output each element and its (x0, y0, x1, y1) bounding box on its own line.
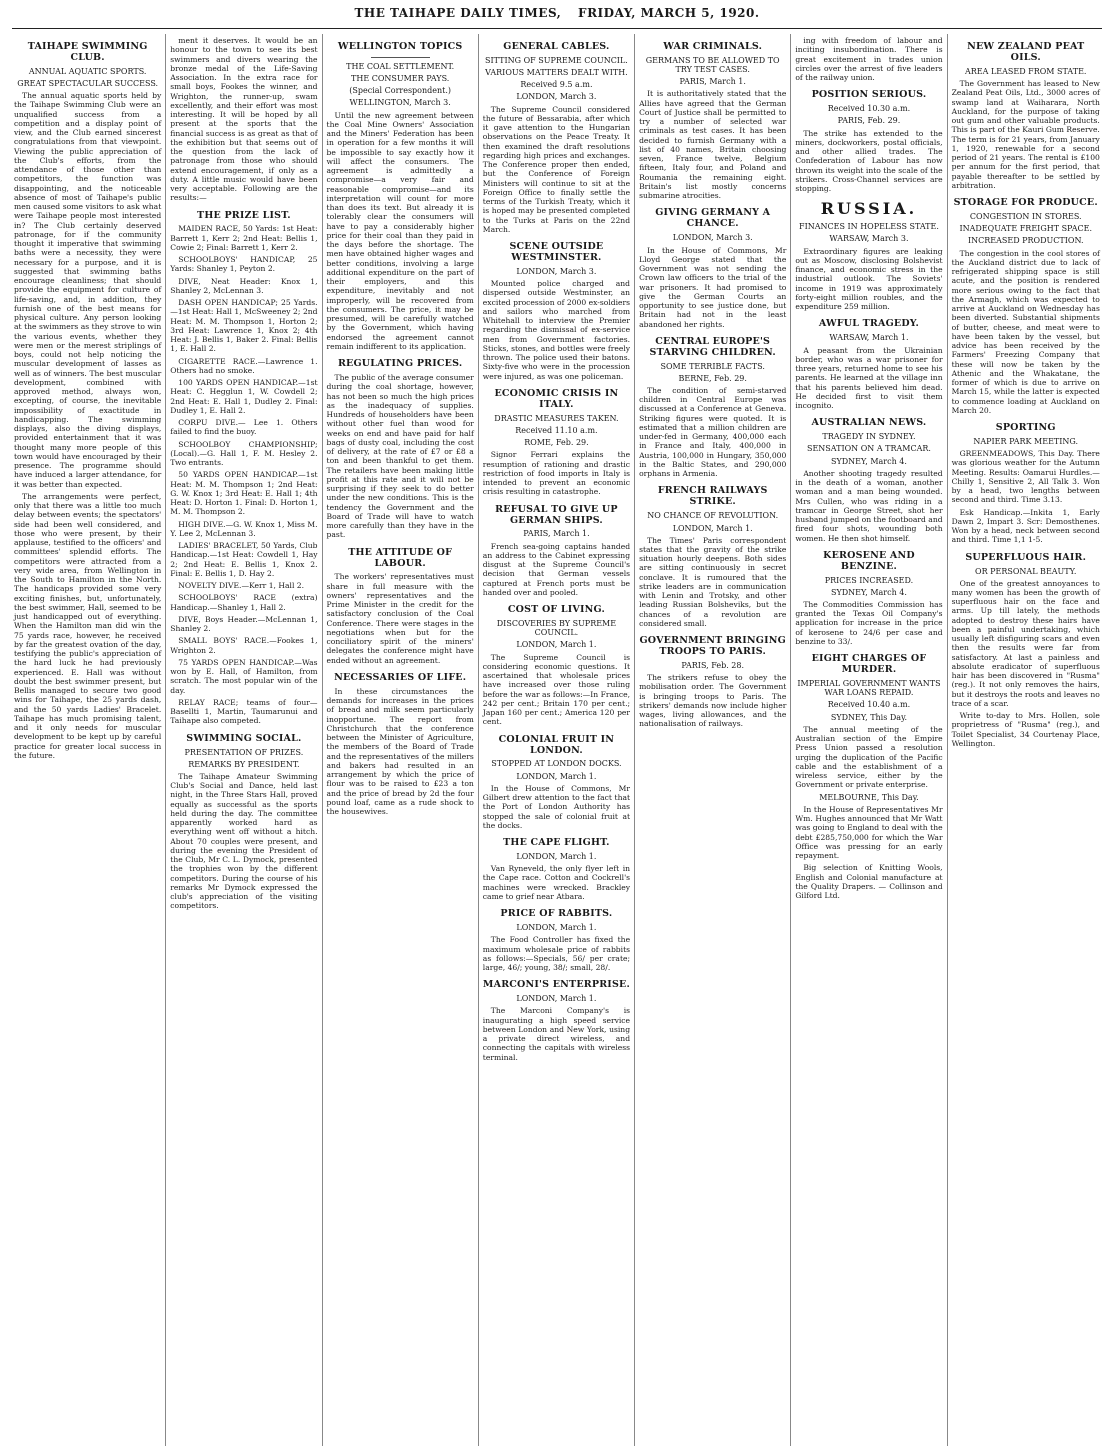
article-subheading: Received 9.5 a.m. (520, 80, 593, 90)
article-headline: SPORTING (995, 422, 1056, 434)
article-paragraph: The Taihape Amateur Swimming Club's Social and Dance, held last night, in the Three Stars Hall, proved equally as successful as the sports held during the day. The committee apparently worked hard as everything went off without a hitch. About 70 couples were present, and during the evening the President of the Club, Mr C. L. Dymock, presented the trophies won by the different competitors. During the course of his remarks Mr Dymock expressed the club's appreciation of the visiting competitors. (170, 771, 318, 911)
article-paragraph: SMALL BOYS' RACE.—Fookes 1, Wrighton 2. (170, 636, 318, 655)
article-subheading: ROME, Feb. 29. (524, 438, 589, 448)
article-subheading: PARIS, March 1. (523, 529, 590, 539)
article-paragraph: MAIDEN RACE, 50 Yards: 1st Heat: Barrett 1, Kerr 2; 2nd Heat: Bellis 1, Cowie 2; Final: Barrett 1, Kerr 2. (170, 224, 318, 252)
article-paragraph: In these circumstances the demands for increases in the prices of bread and milk seem particularly inopportune. The report from Christchurch that the conference between the Minister of Agriculture, the members of the Board of Trade and the representatives of the millers and bakers had resulted in an arrangement by which the price of flour was to be raised to £23 a ton and the price of bread by 2d the four pound loaf, came as a rude shock to the housewives. (326, 686, 474, 817)
article-paragraph: SCHOOLBOYS' HANDICAP, 25 Yards: Shanley 1, Peyton 2. (170, 255, 318, 274)
article-headline: GOVERNMENT BRINGING TROOPS TO PARIS. (639, 635, 786, 658)
article-paragraph: RELAY RACE; teams of four—Basellti 1, Martin, Taumarunui and Taihape also competed. (170, 697, 318, 726)
article-subheading: SYDNEY, March 4. (830, 587, 907, 597)
article-paragraph: LADIES' BRACELET, 50 Yards, Club Handicap.—1st Heat: Cowdell 1, Hay 2; 2nd Heat: E. Bellis 1, Knox 2. Final: E. Bellis 1, D. Hay 2. (170, 541, 318, 578)
article-headline: NECESSARIES OF LIFE. (334, 671, 467, 683)
article-headline: COST OF LIVING. (507, 604, 605, 616)
article-paragraph: 75 YARDS OPEN HANDICAP.—Was won by E. Hall, of Hamilton, from scratch. The most popular win of the day. (170, 657, 318, 695)
article-headline: REGULATING PRICES. (337, 358, 463, 370)
article-headline: SWIMMING SOCIAL. (186, 732, 302, 744)
article-subheading: PARIS, March 1. (679, 77, 746, 87)
article-paragraph: Esk Handicap.—Inkita 1, Early Dawn 2, Impart 3. Scr: Demosthenes. Won by a head, neck between second and third. Time 1,1 1-5. (951, 507, 1100, 545)
article-subheading: Received 10.30 a.m. (827, 104, 911, 114)
article-headline: GENERAL CABLES. (503, 41, 610, 52)
article-paragraph: Write to-day to Mrs. Hollen, sole proprietress of "Rusma" (reg.), and Toilet Specialist, 34 Courtenay Place, Wellington. (951, 711, 1100, 748)
article-headline: THE PRIZE LIST. (197, 209, 291, 221)
article-subheading: (Special Correspondent.) (349, 86, 452, 96)
article-subheading: LONDON, March 3. (672, 233, 753, 243)
article-headline: TAIHAPE SWIMMING CLUB. (27, 41, 148, 63)
article-headline: WELLINGTON TOPICS (337, 41, 463, 52)
article-paragraph: GREENMEADOWS, This Day. There was glorious weather for the Autumn Meeting. Results: Oamarui Hurdles.—Chilly 1, Sensitive 2, All Talk 3. Won by a head, two lengths between second and third. Time 3.13. (951, 449, 1100, 505)
article-headline: NEW ZEALAND PEAT OILS. (967, 41, 1085, 63)
article-subheading: NAPIER PARK MEETING. (973, 436, 1079, 446)
article-subheading: MELBOURNE, This Day. (819, 792, 919, 802)
article-subheading: Received 10.40 a.m. (827, 700, 911, 710)
article-paragraph: In the House of Commons, Mr Lloyd George stated that the Government was not sending the Crown law officers to the trial of the war prisoners. It had promised to give the German Courts an opportunity to see justice done, but Britain had not in the least abandoned her rights. (639, 245, 787, 329)
article-paragraph: Another shooting tragedy resulted in the death of a woman, another woman and a man being wounded. Mrs Cullen, who was riding in a tramcar in George Street, shot her husband jumped on the footboard and fired four shots, wounding both women. He then shot himself. (795, 468, 943, 543)
article-subheading: IMPERIAL GOVERNMENT WANTS WAR LOANS REPAID. (797, 679, 941, 698)
article-paragraph: The arrangements were perfect, only that there was a little too much delay between events; the spectators' side had been well considered, and those who were present, by their applause, testified to the officers' and committees' splendid efforts. The competitors were attracted from a very wide area, from Wellington in the South to Hamilton in the North. The handicaps provided some very exciting finishes, but, unfortunately, the best swimmer, Hall, seemed to be just handicapped out of everything. When the Hamilton man did win the 75 yards race, however, he received by far the greatest ovation of the day, testifying the public's appreciation of the hard luck he had previously experienced. E. Hall was without doubt the best swimmer present, but Bellis managed to secure two good wins for Taihape, the 25 yards dash, and the 50 yards Ladies' Bracelet. Taihape has much promising talent, and it only needs for muscular development to be kept up by careful practice for greater local success in the future. (14, 491, 162, 760)
column-2 (166, 34, 322, 1446)
section-banner: RUSSIA. (820, 199, 918, 219)
article-paragraph: CIGARETTE RACE.—Lawrence 1. Others had no smoke. (170, 356, 318, 375)
column-7 (948, 34, 1104, 1446)
article-paragraph: The Supreme Council considered the future of Bessarabia, after which it gave attention to the Hungarian observations on the Peace Treaty. It then examined the draft resolutions regarding high prices and exchanges. The Conference proper then ended, but the Conference of Foreign Ministers will continue to sit at the Foreign Office to finally settle the terms of the Turkish Treaty, which it is hoped may be presented completed to the Turks at Paris on the 22nd March. (482, 104, 631, 234)
column-1 (10, 34, 166, 1446)
article-subheading: SYDNEY, This Day. (830, 712, 908, 722)
article-paragraph: ment it deserves. It would be an honour to the town to see its best swimmers and divers wearing the bronze medal of the Life-Saving Association. In the extra race for small boys, Fookes the winner, and Wrighton, the runner-up, swam excellently, and their effort was most interesting. It will be hoped by all present at the sports that the financial success is as great as that of the exhibition but that seems out of the question from the lack of patronage from those who should extend encouragement, if only as a duty. A little music would have been very acceptable. Following are the results:— (170, 36, 318, 203)
article-paragraph: The strikers refuse to obey the mobilisation order. The Government is bringing troops to Paris. The strikers' demands now include higher wages, living allowances, and the nationalisation of railways. (639, 673, 787, 729)
article-paragraph: DIVE, Boys Header.—McLennan 1, Shanley 2. (170, 614, 318, 634)
article-paragraph: The Food Controller has fixed the maximum wholesale price of rabbits as follows:—Specials, 56/ per crate; large, 46/; young, 38/; small, 28/. (482, 935, 631, 973)
issue-date: FRIDAY, MARCH 5, 1920. (578, 6, 760, 20)
article-paragraph: SCHOOLBOYS' RACE (extra) Handicap.—Shanley 1, Hall 2. (170, 593, 318, 612)
article-headline: EIGHT CHARGES OF MURDER. (811, 653, 927, 676)
column-6 (791, 34, 947, 1446)
article-subheading: TRAGEDY IN SYDNEY. (822, 432, 916, 442)
article-headline: AUSTRALIAN NEWS. (811, 417, 927, 429)
article-paragraph: The public of the average consumer during the coal shortage, however, has not been so much the high prices as the inadequacy of supplies. Hundreds of householders have been without other fuel than wood for weeks on end and have paid for half bags of dusty coal, including the cost of delivery, at the rate of £7 or £8 a ton and been thankful to get them. The retailers have been making little profit at this rate and it will not be surprising if they seek to do better under the new conditions. This is the tendency the Government and the Board of Trade will have to watch more carefully than they have in the past. (326, 373, 474, 540)
article-headline: STORAGE FOR PRODUCE. (953, 197, 1098, 209)
article-subheading: GREAT SPECTACULAR SUCCESS. (17, 79, 159, 89)
article-paragraph: The condition of semi-starved children in Central Europe was discussed at a Conference at Geneva. Striking figures were quoted. It is estimated that a million children are under-fed in Germany, 400,000 each in France and Italy, 400,000 in Austria, 100,000 in Hungary, 350,000 in the Baltic States, and 290,000 orphans in Armenia. (639, 385, 787, 479)
article-subheading: THE COAL SETTLEMENT. (346, 61, 455, 71)
article-subheading: THE CONSUMER PAYS. (351, 74, 450, 84)
article-paragraph: Big selection of Knitting Wools, English and Colonial manufacture at the Quality Drapers. — Collinson and Gilford Ltd. (795, 863, 943, 901)
masthead (12, 6, 1102, 29)
article-paragraph: Until the new agreement between the Coal Mine Owners' Association and the Miners' Federation has been in operation for a few months it will be impossible to say exactly how it will affect the consumers. The agreement is admittedly a compromise—a very fair and reasonable compromise—and its interpretation will count for more than does its text. But already it is tolerably clear the consumers will have to pay a considerably higher price for their coal than they paid in the days before the shortage. The men have obtained higher wages and better conditions, involving a large additional expenditure on the part of their employers, and this expenditure, inevitably and not improperly, will be recovered from the consumers. The price, it may be presumed, will be carefully watched by the Government, which having endorsed the agreement cannot remain indifferent to its application. (326, 110, 474, 351)
article-paragraph: Mounted police charged and dispersed outside Westminster, an excited procession of 2000 ex-soldiers and sailors who marched from Whitehall to interview the Premier regarding the dismissal of ex-service men from Government factories. Sticks, stones, and bottles were freely thrown. The police used their batons. Sixty-five who were in the procession were injured, as was one policeman. (482, 279, 631, 381)
article-subheading: LONDON, March 1. (672, 523, 753, 533)
article-paragraph: The Commodities Commission has granted the Texas Oil Company's application for increase in the price of kerosene to 24/6 per case and benzine to 33/. (795, 599, 943, 646)
article-subheading: OR PERSONAL BEAUTY. (975, 566, 1077, 576)
article-paragraph: The Marconi Company's is inaugurating a high speed service between London and New York, using a private direct wireless, and connecting the capitals with wireless terminal. (482, 1006, 631, 1062)
newspaper-columns (10, 34, 1104, 1446)
article-subheading: WELLINGTON, March 3. (349, 98, 451, 108)
article-headline: CENTRAL EUROPE'S STARVING CHILDREN. (649, 335, 776, 358)
article-paragraph: French sea-going captains handed an address to the Cabinet expressing disgust at the Supreme Council's decision that German vessels captured at French ports must be handed over and pooled. (482, 541, 631, 597)
article-paragraph: The workers' representatives must share in full measure with the owners' representatives and the Prime Minister in the credit for the satisfactory conclusion of the Coal Conference. There were stages in the negotiations when but for the conciliatory spirit of the miners' delegates the conference might have ended without an agreement. (326, 572, 474, 665)
article-subheading: STOPPED AT LONDON DOCKS. (491, 759, 622, 769)
article-subheading: LONDON, March 3. (516, 92, 597, 102)
article-subheading: LONDON, March 1. (516, 923, 597, 933)
article-subheading: INCREASED PRODUCTION. (967, 236, 1084, 246)
article-paragraph: ing with freedom of labour and inciting insubordination. There is great excitement in trades union circles over the arrest of five leaders of the railway union. (795, 36, 943, 82)
article-subheading: Received 11.10 a.m. (515, 425, 598, 435)
article-subheading: LONDON, March 1. (516, 852, 597, 862)
article-subheading: SENSATION ON A TRAMCAR. (806, 444, 931, 454)
article-subheading: CONGESTION IN STORES. (969, 211, 1082, 221)
article-paragraph: DASH OPEN HANDICAP; 25 Yards.—1st Heat: Hall 1, McSweeney 2; 2nd Heat: M. M. Thompson 1, Horton 2; 3rd Heat: Lawrence 1, Knox 2; 4th Heat: J. Bellis 1, Baker 2. Final: Bellis 1, E. Hall 2. (170, 298, 318, 354)
article-headline: POSITION SERIOUS. (811, 89, 927, 101)
article-paragraph: Signor Ferrari explains the resumption of rationing and drastic restriction of food imports in Italy is intended to prevent an economic crisis resulting in catastrophe. (482, 450, 631, 497)
article-paragraph: Van Ryneveld, the only flyer left in the Cape race. Cotton and Cockrell's machines were wrecked. Brackley came to grief near Atbara. (482, 864, 631, 901)
paper-name: THE TAIHAPE DAILY TIMES, (354, 6, 562, 20)
article-subheading: PRICES INCREASED. (824, 575, 914, 585)
article-subheading: SITTING OF SUPREME COUNCIL. (485, 55, 628, 65)
article-headline: ECONOMIC CRISIS IN ITALY. (494, 387, 619, 410)
article-subheading: SOME TERRIBLE FACTS. (660, 361, 765, 371)
article-headline: WAR CRIMINALS. (663, 41, 763, 52)
article-subheading: GERMANS TO BE ALLOWED TO TRY TEST CASES. (645, 55, 780, 75)
article-paragraph: The Government has leased to New Zealand Peat Oils, Ltd., 3000 acres of swamp land at Waiharara, North Auckland, for the purpose of taking out gum and other valuable products. This is part of the Kauri Gum Reserve. The term is for 21 years, from January 1, 1920, renewable for a second period of 21 years. The rental is £100 per annum for the first period, that payable thereafter to be settled by arbitration. (951, 79, 1100, 190)
article-headline: COLONIAL FRUIT IN LONDON. (498, 733, 615, 756)
article-paragraph: 50 YARDS OPEN HANDICAP.—1st Heat: M. M. Thompson 1; 2nd Heat: G. W. Knox 1; 3rd Heat: E. Hall 1; 4th Heat: D. Horton 1. Final: D. Horton 1, M. M. Thompson 2. (170, 470, 318, 517)
column-3 (323, 34, 479, 1446)
divider (371, 57, 430, 58)
article-subheading: ANNUAL AQUATIC SPORTS. (28, 66, 147, 76)
article-subheading: DISCOVERIES BY SUPREME COUNCIL. (496, 619, 617, 638)
article-headline: SUPERFLUOUS HAIR. (965, 551, 1087, 563)
article-paragraph: CORPU DIVE.— Lee 1. Others failed to find the buoy. (170, 418, 318, 437)
article-subheading: BERNE, Feb. 29. (678, 373, 747, 383)
article-paragraph: The Supreme Council is considering economic questions. It ascertained that wholesale prices have increased over those ruling before the war as follows:—In France, 242 per cent.; Britain 170 per cent.; Japan 160 per cent.; America 120 per cent. (482, 652, 631, 727)
article-subheading: AREA LEASED FROM STATE. (964, 66, 1087, 76)
article-paragraph: 100 YARDS OPEN HANDICAP.—1st Heat: C. Hegglun 1, W. Cowdell 2; 2nd Heat: E. Hall 1, Dudley 2. Final: Dudley 1, E. Hall 2. (170, 378, 318, 415)
article-subheading: PRESENTATION OF PRIZES. (184, 747, 304, 757)
article-paragraph: One of the greatest annoyances to many women has been the growth of superfluous hair on the face and arms. Up till lately, the methods adopted to destroy these hairs have been a painful undertaking, which usually left disfiguring scars and even then the results were far from satisfactory. At last a painless and absolute eradicator of superfluous hair has been discovered in "Rusma" (reg.). It not only removes the hairs, but it destroys the roots and leaves no trace of a scar. (951, 578, 1100, 708)
article-subheading: INADEQUATE FREIGHT SPACE. (959, 224, 1092, 234)
article-subheading: WARSAW, March 3. (829, 234, 909, 244)
article-paragraph: NOVELTY DIVE.—Kerr 1, Hall 2. (178, 581, 305, 591)
article-headline: PRICE OF RABBITS. (500, 908, 613, 920)
article-paragraph: Extraordinary figures are leaking out as Moscow, disclosing Bolshevist finance, and economic stress in the industrial outlook. The Soviets' income in 1919 was approximately forty-eight million roubles, and the expenditure 259 million. (795, 246, 943, 312)
article-headline: FRENCH RAILWAYS STRIKE. (657, 485, 768, 508)
article-headline: REFUSAL TO GIVE UP GERMAN SHIPS. (495, 503, 618, 526)
article-headline: SCENE OUTSIDE WESTMINSTER. (509, 241, 604, 264)
article-paragraph: In the House of Commons, Mr Gilbert drew attention to the fact that the Port of London Authority has stopped the sale of colonial fruit at the docks. (482, 783, 631, 830)
article-paragraph: HIGH DIVE.—G. W. Knox 1, Miss M. Y. Lee 2, McLennan 3. (170, 519, 318, 538)
article-subheading: LONDON, March 3. (516, 267, 597, 277)
article-paragraph: The Times' Paris correspondent states that the gravity of the strike situation hourly deepens. Both sides are sitting continuously in secret conclave. It is rumoured that the strike leaders are in communication with Lenin and Trotsky, and other leading Russian Bolsheviks, but the chances of a revolution are considered small. (639, 535, 787, 628)
article-headline: THE ATTITUDE OF LABOUR. (348, 546, 453, 569)
article-headline: KEROSENE AND BENZINE. (823, 549, 915, 572)
article-subheading: SYDNEY, March 4. (830, 456, 907, 466)
article-subheading: FINANCES IN HOPELESS STATE. (799, 222, 939, 232)
article-paragraph: DIVE, Neat Header: Knox 1, Shanley 2, McLennan 3. (170, 276, 318, 295)
article-subheading: PARIS, Feb. 28. (681, 661, 745, 671)
article-subheading: VARIOUS MATTERS DEALT WITH. (485, 68, 628, 78)
article-subheading: LONDON, March 1. (516, 640, 597, 650)
article-paragraph: In the House of Representatives Mr Wm. Hughes announced that Mr Watt was going to England to deal with the debt £285,750,000 for which the War Office was pressing for an early repayment. (795, 804, 943, 861)
article-paragraph: The congestion in the cool stores of the Auckland district due to lack of refrigerated shipping space is still acute, and the position is rendered more serious owing to the fact that the Armagh, which was expected to arrive at Auckland on Wednesday has been diverted. Substantial shipments of butter, cheese, and meat were to have been taken by the vessel, but advice has been received by the Farmers' Freezing Company that these will now be taken by the Athenic and the Whakatane, the former of which is due to arrive on March 15, while the latter is expected to commence loading at Auckland on March 20. (951, 248, 1100, 415)
article-headline: GIVING GERMANY A CHANCE. (655, 207, 771, 230)
article-paragraph: The annual aquatic sports held by the Taihape Swimming Club were an unqualified success from a competition and a display point of view, and the Club earned sincerest congratulations from that viewpoint. Viewing the public appreciation of the Club's efforts, from the attendance of those other than competitors, the function was disappointing, and the noticeable absence of most of Taihape's public men caused some visitors to ask what were Taihape people most interested in? The Club certainly deserved patronage, for if the community thought it imperative that swimming baths were a necessity, they were necessary for a purpose, and it is suggested that swimming baths encourage cleanliness; that should provide the equipment for culture of life-saving, and, in addition, they furnish one of the best means for physical culture. Any person looking at the swimmers as they strove to win the various events, whether they were men or the merest striplings of boys, could not help noticing the muscular development of lasses as well as of winners. The best muscular development, combined with approved method, always won, excepting, of course, the inevitable impossibility of exactitude in handicapping. The swimming displays, also the diving displays, provided entertainment that it was thought many more people of this town would have encouraged by their presence. The programme should have induced a larger attendance, for it was better than expected. (14, 91, 162, 489)
article-subheading: REMARKS BY PRESIDENT. (188, 759, 300, 769)
article-subheading: NO CHANCE OF REVOLUTION. (647, 511, 779, 521)
article-paragraph: It is authoritatively stated that the Allies have agreed that the German Court of Justice shall be permitted to try a number of selected war criminals as test cases. It has been decided to furnish Germany with a list of 40 names, Britain choosing seven, France twelve, Belgium fifteen, Italy four, and Poland and Roumania the remaining eight. Britain's list mostly concerns submarine atrocities. (639, 89, 787, 201)
column-4 (479, 34, 635, 1446)
article-subheading: WARSAW, March 1. (829, 333, 909, 343)
article-headline: AWFUL TRAGEDY. (818, 318, 920, 330)
article-paragraph: The annual meeting of the Australian section of the Empire Press Union passed a resolution urging the duplication of the Pacific cable and the establishment of a wireless service, either by the Government or private enterprise. (795, 724, 943, 790)
article-subheading: PARIS, Feb. 29. (837, 116, 901, 126)
article-paragraph: The strike has extended to the miners, dockworkers, postal officials, and other allied trades. The Confederation of Labour has now thrown its weight into the scale of the strikers. Cross-Channel services are stopping. (795, 128, 943, 194)
article-subheading: LONDON, March 1. (516, 994, 597, 1004)
article-subheading: DRASTIC MEASURES TAKEN. (494, 413, 619, 423)
article-headline: MARCONI'S ENTERPRISE. (482, 979, 630, 991)
article-subheading: LONDON, March 1. (516, 771, 597, 781)
article-paragraph: SCHOOLBOY CHAMPIONSHIP; (Local).—G. Hall 1, F. M. Hesley 2. Two entrants. (170, 439, 318, 468)
article-paragraph: A peasant from the Ukrainian border, who was a war prisoner for three years, returned home to see his parents. He learned at the village inn that his parents believed him dead. He decided first to visit them incognito. (795, 345, 943, 411)
column-5 (635, 34, 791, 1446)
article-headline: THE CAPE FLIGHT. (503, 837, 610, 849)
